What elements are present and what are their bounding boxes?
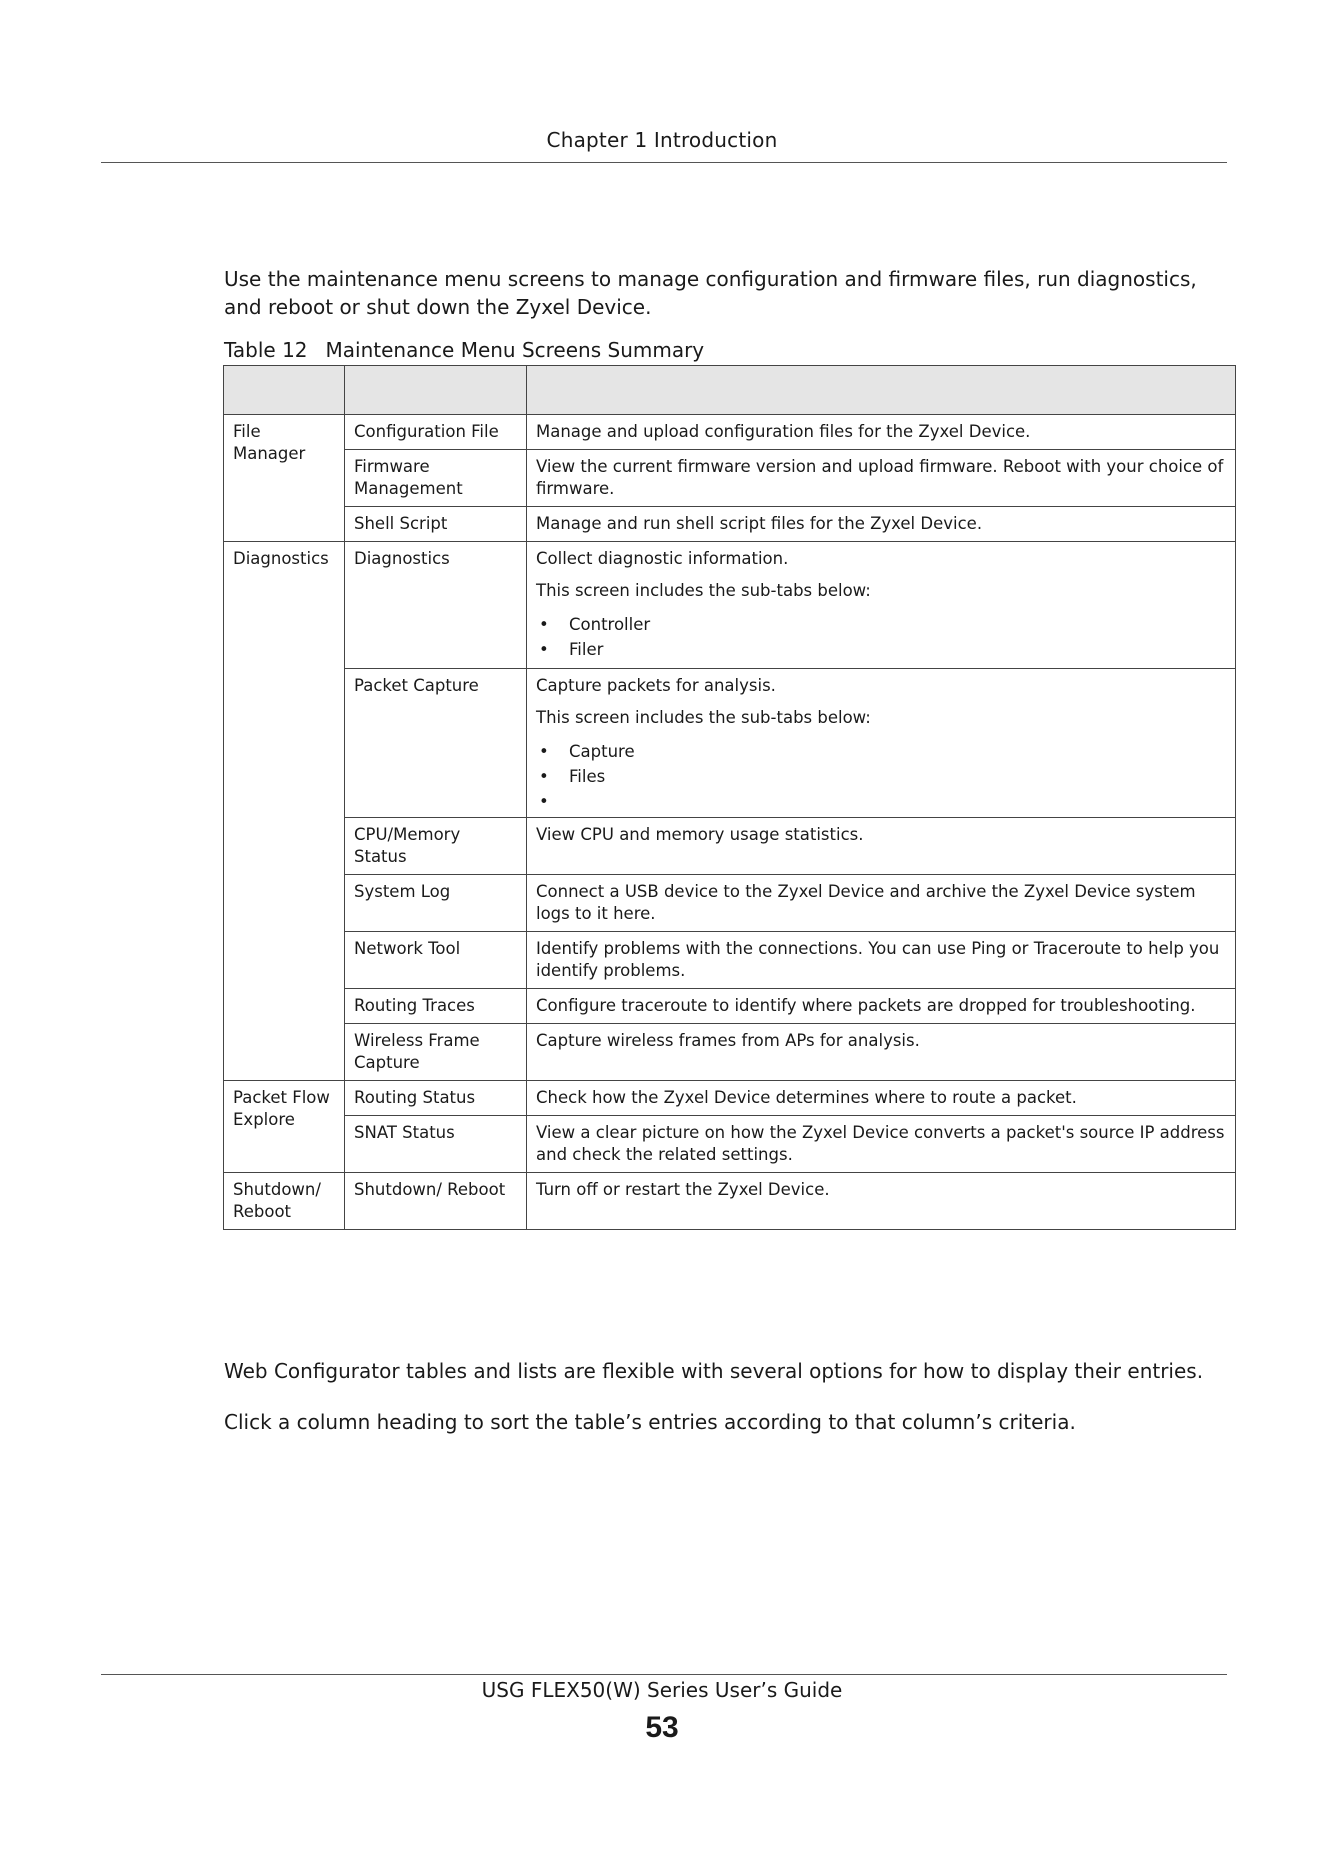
description-text: View the current firmware version and upload firmware. Reboot with your choice of firmware. xyxy=(536,457,1224,498)
footer-rule xyxy=(101,1674,1227,1675)
table-row xyxy=(224,1116,1236,1173)
screen-cell: Packet Capture xyxy=(345,669,527,818)
group-cell: File Manager xyxy=(224,415,345,542)
table-row xyxy=(224,1173,1236,1230)
description-text: Connect a USB device to the Zyxel Device and archive the Zyxel Device system logs to it here. xyxy=(536,882,1196,923)
group-cell: Packet Flow Explore xyxy=(224,1081,345,1173)
screen-cell: Shutdown/ Reboot xyxy=(345,1173,527,1230)
description-text: Check how the Zyxel Device determines where to route a packet. xyxy=(536,1088,1077,1107)
list-item xyxy=(536,637,1227,662)
screen-cell: Network Tool xyxy=(345,932,527,989)
description-text: View a clear picture on how the Zyxel Device converts a packet's source IP address and check the related settings. xyxy=(536,1123,1225,1164)
column-header-description[interactable] xyxy=(527,366,1236,415)
bullet-icon: • xyxy=(539,742,549,761)
description-text: This screen includes the sub-tabs below: xyxy=(536,708,871,727)
description-cell xyxy=(527,1081,1236,1116)
description-text: Manage and upload configuration files for the Zyxel Device. xyxy=(536,422,1031,441)
description-text: Identify problems with the connections. You can use Ping or Traceroute to help you identify problems. xyxy=(536,939,1220,980)
body-paragraph: Web Configurator tables and lists are flexible with several options for how to display their entries. xyxy=(224,1359,1204,1383)
maintenance-menu-table xyxy=(223,365,1236,1230)
description-text: Configure traceroute to identify where packets are dropped for troubleshooting. xyxy=(536,996,1196,1015)
screen-cell: System Log xyxy=(345,875,527,932)
bullet-icon: • xyxy=(539,767,549,786)
list-item xyxy=(536,789,1227,811)
description-cell xyxy=(527,932,1236,989)
list-item xyxy=(536,612,1227,637)
intro-paragraph: Use the maintenance menu screens to manage configuration and firmware files, run diagnostics, and reboot or shut down the Zyxel Device. xyxy=(224,267,1197,319)
column-header-menu-item[interactable] xyxy=(224,366,345,415)
sub-tab-list xyxy=(536,612,1227,662)
group-cell: Shutdown/ Reboot xyxy=(224,1173,345,1230)
description-text: Capture packets for analysis. xyxy=(536,676,776,695)
screen-cell: CPU/Memory Status xyxy=(345,818,527,875)
list-item xyxy=(536,764,1227,789)
bullet-icon: • xyxy=(539,640,549,659)
description-cell xyxy=(527,1024,1236,1081)
description-text: Capture wireless frames from APs for analysis. xyxy=(536,1031,920,1050)
screen-cell: Wireless Frame Capture xyxy=(345,1024,527,1081)
table-row xyxy=(224,989,1236,1024)
table-row xyxy=(224,932,1236,989)
table-row xyxy=(224,542,1236,669)
table-row xyxy=(224,415,1236,450)
group-cell: Diagnostics xyxy=(224,542,345,1081)
list-item-text: Capture xyxy=(569,742,635,761)
screen-cell: Routing Status xyxy=(345,1081,527,1116)
description-text: View CPU and memory usage statistics. xyxy=(536,825,864,844)
description-cell xyxy=(527,818,1236,875)
column-header-screen[interactable] xyxy=(345,366,527,415)
table-row xyxy=(224,875,1236,932)
list-item-text: Controller xyxy=(569,615,651,634)
footer-guide-title: USG FLEX50(W) Series User’s Guide xyxy=(481,1678,843,1702)
bullet-icon: • xyxy=(539,792,549,811)
description-cell xyxy=(527,669,1236,818)
table-row xyxy=(224,1024,1236,1081)
description-text: Manage and run shell script files for the Zyxel Device. xyxy=(536,514,983,533)
description-cell xyxy=(527,1173,1236,1230)
screen-cell: SNAT Status xyxy=(345,1116,527,1173)
list-item xyxy=(536,739,1227,764)
table-caption xyxy=(224,338,704,362)
screen-cell: Configuration File xyxy=(345,415,527,450)
running-header: Chapter 1 Introduction xyxy=(546,128,778,152)
table-row xyxy=(224,450,1236,507)
page-number: 53 xyxy=(645,1711,679,1744)
table-row xyxy=(224,818,1236,875)
table-row xyxy=(224,507,1236,542)
body-paragraph: Click a column heading to sort the table’s entries according to that column’s criteria. xyxy=(224,1410,1076,1434)
list-item-text: Filer xyxy=(569,640,604,659)
description-cell xyxy=(527,415,1236,450)
description-text: This screen includes the sub-tabs below: xyxy=(536,581,871,600)
header-rule xyxy=(101,162,1227,163)
description-cell xyxy=(527,875,1236,932)
screen-cell: Shell Script xyxy=(345,507,527,542)
screen-cell: Diagnostics xyxy=(345,542,527,669)
description-cell xyxy=(527,542,1236,669)
description-text: Collect diagnostic information. xyxy=(536,549,789,568)
list-item-text: Files xyxy=(569,767,606,786)
bullet-icon: • xyxy=(539,615,549,634)
screen-cell: Firmware Management xyxy=(345,450,527,507)
table-row xyxy=(224,669,1236,818)
table-header-row xyxy=(224,366,1236,415)
table-row xyxy=(224,1081,1236,1116)
description-cell xyxy=(527,450,1236,507)
description-cell xyxy=(527,507,1236,542)
sub-tab-list xyxy=(536,739,1227,811)
table-caption-title: Maintenance Menu Screens Summary xyxy=(325,338,705,362)
table-caption-number: Table 12 xyxy=(224,338,308,362)
description-cell xyxy=(527,989,1236,1024)
screen-cell: Routing Traces xyxy=(345,989,527,1024)
description-cell xyxy=(527,1116,1236,1173)
description-text: Turn off or restart the Zyxel Device. xyxy=(536,1180,830,1199)
